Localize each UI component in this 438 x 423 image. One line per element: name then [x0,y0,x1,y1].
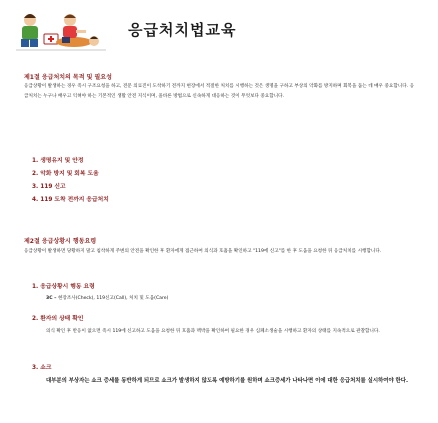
header [0,0,438,54]
first-aid-illustration [16,8,106,52]
section2-item-2-text: 의식 확인 후 반응이 없으면 즉시 119에 신고하고 도움을 요청한 뒤 호흡과 맥박을 확인하여 필요한 경우 심폐소생술을 시행하고 환자의 상태를 지속적으로 관찰합니다. [46,329,380,334]
sub-text-3c: 현장조사(Check), 119신고(Call), 처치 및 도움(Care) [57,296,169,301]
section1-paragraph: 응급상황이 발생하는 경우 즉시 구조요청을 하고, 전문 의료진이 도착하기 전까지 현장에서 적절한 처치를 시행하는 것은 생명을 구하고 부상의 악화를 방지하며 회복을 돕는 데 매우 중요합니다. 응급처치는 누구나 배우고 익혀야 하는 기본적인 생활 안전 지식이며, 올바른 방법으로 신속하게 대응하는 것이 무엇보다 중요합니다. [24,84,415,99]
section1-item-3: 3. 119 신고 [32,184,66,190]
section1-item-1: 1. 생명유지 및 안정 [32,158,84,164]
section2-item-2-label: 2. 환자의 상태 확인 [32,316,84,322]
section1-item-2: 2. 악화 방지 및 회복 도움 [32,171,99,177]
section2-item-3-text: 대부분의 부상자는 쇼크 증세를 동반하게 되므로 쇼크가 발생하지 않도록 예방하기를 원하며 쇼크증세가 나타나면 이에 대한 응급처치를 실시하여야 한다. [46,378,409,384]
sub-label-3c: 3C – [46,296,57,301]
page-title: 응급처치법교육 [128,21,237,39]
section2-item-1-label: 1. 응급상황시 행동 요령 [32,284,95,290]
section2-paragraph: 응급상황이 발생하면 당황하지 말고 침착하게 주변의 안전을 확인한 후 환자에게 접근하여 의식과 호흡을 확인하고 "119에 신고"를 한 후 도움을 요청한 뒤 응급처치를 시행합니다. [24,249,382,254]
section2-heading: 제2절 응급상황시 행동요령 [24,238,97,245]
section2-item-3-label: 3. 쇼크 [32,365,52,371]
section1-heading: 제1절 응급처치의 목적 및 필요성 [24,74,112,81]
section2-item-1-sub [46,295,168,301]
section1-item-4: 4. 119 도착 전까지 응급처치 [32,197,109,203]
